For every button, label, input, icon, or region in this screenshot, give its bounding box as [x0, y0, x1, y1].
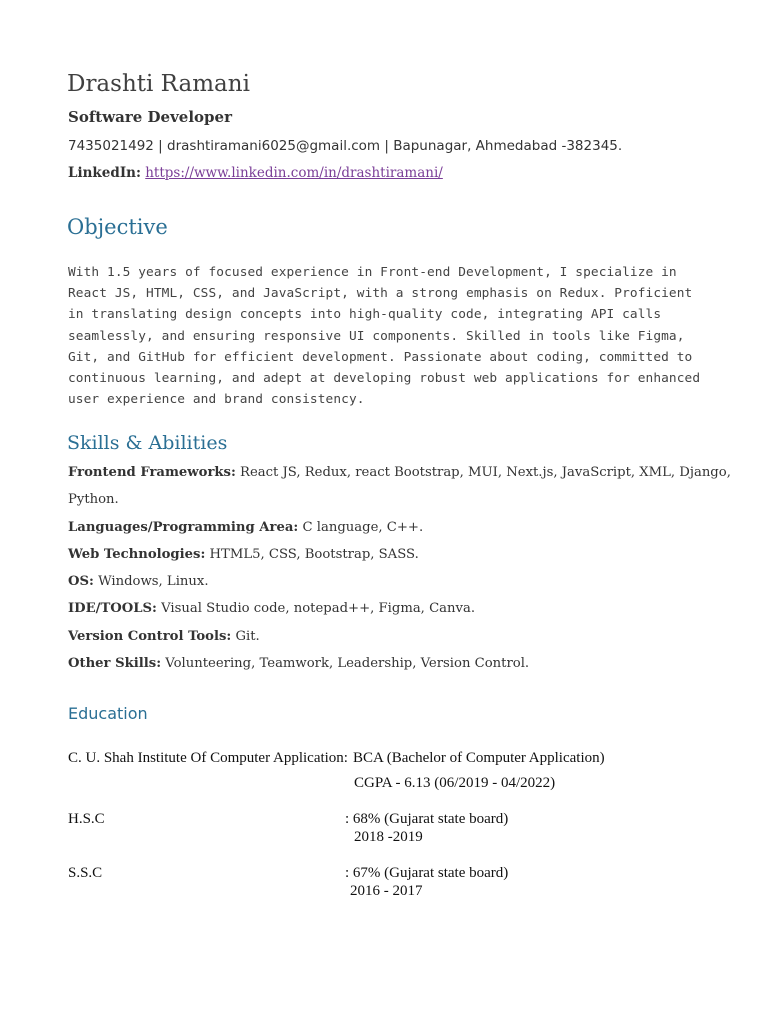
education-institution: S.S.C — [68, 865, 103, 881]
linkedin-separator: : — [135, 165, 141, 181]
objective-heading: Objective — [67, 215, 168, 239]
skill-item — [68, 489, 708, 516]
education-detail: : 67% (Gujarat state board) — [345, 865, 509, 881]
skill-label: Web Technologies: — [68, 546, 206, 562]
skill-item — [68, 544, 708, 571]
skill-item — [68, 598, 708, 625]
skill-value: Windows, Linux. — [93, 574, 209, 590]
education-detail: : 68% (Gujarat state board) — [345, 811, 509, 827]
skill-label: IDE/TOOLS: — [68, 601, 157, 617]
skills-heading: Skills & Abilities — [67, 432, 228, 454]
skill-item — [68, 462, 731, 489]
education-sub: 2018 -2019 — [354, 829, 423, 845]
education-institution: C. U. Shah Institute Of Computer Application: — [68, 750, 348, 766]
skill-value: Git. — [231, 628, 260, 644]
skill-label: Frontend Frameworks: — [68, 465, 236, 480]
candidate-name: Drashti Ramani — [67, 71, 250, 97]
linkedin-link[interactable]: https://www.linkedin.com/in/drashtiramani/ — [145, 165, 443, 181]
skill-value: Visual Studio code, notepad++, Figma, Canva. — [156, 601, 476, 617]
skill-item — [68, 571, 708, 598]
skill-value: React JS, Redux, react Bootstrap, MUI, Next.js, JavaScript, XML, Django, — [235, 465, 731, 480]
skills-list — [68, 462, 731, 680]
skill-value: C language, C++. — [298, 519, 424, 535]
skill-value: Python. — [68, 492, 119, 508]
education-sub: CGPA - 6.13 (06/2019 - 04/2022) — [354, 775, 556, 791]
skill-item — [68, 653, 708, 680]
skill-item — [68, 517, 708, 544]
job-title: Software Developer — [68, 108, 232, 126]
objective-text: With 1.5 years of focused experience in Front-end Development, I specialize in React JS, HTML, CSS, and JavaScript, with a strong emphasis on Redux. Proficient in translating design concepts into high-quality code, integrating API calls seamlessly, and ensuring responsive UI components. Skilled in tools like Figma, Git, and GitHub for efficient development. Passionate about coding, committed to continuous learning, and adept at developing robust web applications for enhanced user experience and brand consistency. — [68, 265, 701, 408]
contact-info: 7435021492 | drashtiramani6025@gmail.com | Bapunagar, Ahmedabad -382345. — [68, 138, 623, 154]
skill-label: Version Control Tools: — [68, 628, 232, 644]
education-sub: 2016 - 2017 — [350, 883, 423, 899]
education-detail: BCA (Bachelor of Computer Application) — [353, 750, 605, 766]
linkedin-label: LinkedIn — [68, 165, 136, 181]
education-heading: Education — [68, 704, 148, 723]
skill-value: Volunteering, Teamwork, Leadership, Version Control. — [161, 656, 530, 672]
skill-label: OS: — [68, 574, 94, 590]
skill-label: Languages/Programming Area: — [68, 519, 299, 535]
linkedin-row — [68, 165, 443, 181]
education-institution: H.S.C — [68, 811, 105, 827]
skill-item — [68, 626, 708, 653]
skill-label: Other Skills: — [68, 656, 162, 672]
skill-value: HTML5, CSS, Bootstrap, SASS. — [205, 546, 419, 562]
